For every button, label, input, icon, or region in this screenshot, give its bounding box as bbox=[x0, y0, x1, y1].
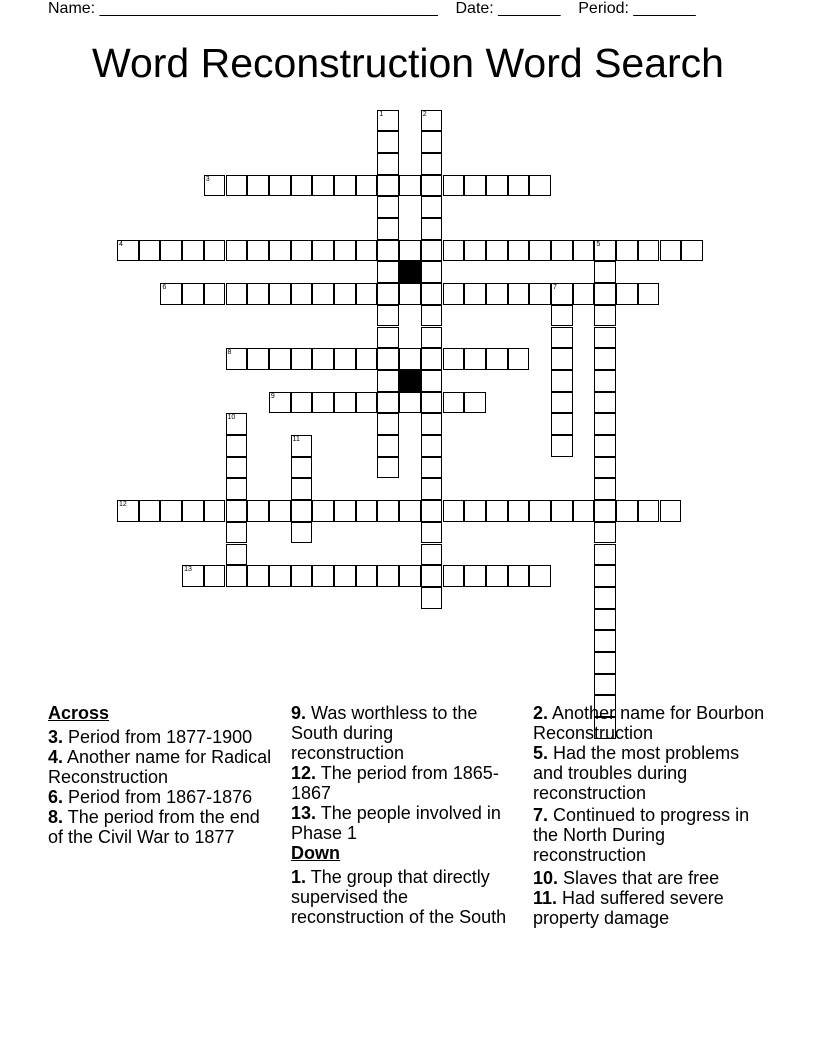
grid-cell[interactable] bbox=[356, 175, 378, 197]
grid-cell[interactable] bbox=[508, 240, 530, 262]
grid-cell[interactable] bbox=[377, 348, 399, 370]
grid-cell[interactable] bbox=[377, 413, 399, 435]
grid-cell[interactable] bbox=[291, 457, 313, 479]
grid-cell[interactable] bbox=[486, 283, 508, 305]
grid-cell[interactable] bbox=[247, 348, 269, 370]
grid-cell[interactable] bbox=[638, 283, 660, 305]
grid-cell[interactable] bbox=[312, 240, 334, 262]
grid-cell[interactable] bbox=[269, 500, 291, 522]
clue-number: 10 bbox=[227, 414, 236, 422]
grid-cell[interactable] bbox=[421, 392, 443, 414]
grid-cell[interactable] bbox=[616, 500, 638, 522]
grid-cell[interactable] bbox=[334, 500, 356, 522]
grid-cell[interactable] bbox=[594, 630, 616, 652]
grid-cell[interactable] bbox=[204, 240, 226, 262]
clue-across-9: 9. Was worthless to the South during reconstruction bbox=[291, 703, 478, 763]
grid-cell[interactable] bbox=[356, 283, 378, 305]
down-heading: Down bbox=[291, 843, 340, 863]
grid-cell[interactable] bbox=[594, 392, 616, 414]
grid-cell[interactable] bbox=[594, 674, 616, 696]
grid-cell[interactable] bbox=[291, 522, 313, 544]
page-title: Word Reconstruction Word Search bbox=[92, 40, 724, 86]
grid-cell[interactable] bbox=[594, 609, 616, 631]
grid-cell[interactable] bbox=[594, 457, 616, 479]
clue-number: 11 bbox=[292, 436, 300, 443]
grid-cell[interactable] bbox=[529, 240, 551, 262]
clue-down-2: 2. Another name for Bourbon Reconstruction bbox=[533, 703, 765, 743]
grid-cell[interactable] bbox=[291, 348, 313, 370]
grid-cell[interactable] bbox=[399, 240, 421, 262]
grid-cell[interactable] bbox=[226, 435, 248, 457]
grid-cell[interactable] bbox=[551, 327, 573, 349]
grid-cell[interactable] bbox=[399, 392, 421, 414]
clue-number: 1 bbox=[379, 110, 384, 118]
grid-cell[interactable] bbox=[312, 500, 334, 522]
grid-cell[interactable] bbox=[594, 261, 616, 283]
grid-cell[interactable] bbox=[334, 348, 356, 370]
grid-cell[interactable] bbox=[182, 500, 204, 522]
grid-cell[interactable] bbox=[508, 175, 530, 197]
clue-down-7: 7. Continued to progress in the North During reconstruction bbox=[533, 805, 750, 865]
grid-cell[interactable] bbox=[443, 175, 465, 197]
grid-cell[interactable] bbox=[529, 175, 551, 197]
grid-cell[interactable] bbox=[594, 500, 616, 522]
clue-down-11: 11. Had suffered severe property damage bbox=[533, 888, 724, 928]
grid-cell[interactable] bbox=[312, 283, 334, 305]
grid-cell[interactable] bbox=[356, 565, 378, 587]
across-heading: Across bbox=[48, 703, 110, 723]
grid-cell[interactable] bbox=[377, 565, 399, 587]
grid-cell[interactable] bbox=[421, 305, 443, 327]
grid-cell[interactable] bbox=[247, 283, 269, 305]
grid-cell[interactable] bbox=[269, 565, 291, 587]
grid-cell[interactable] bbox=[291, 500, 313, 522]
grid-cell[interactable] bbox=[377, 153, 399, 175]
grid-cell[interactable] bbox=[421, 240, 443, 262]
grid-cell[interactable] bbox=[421, 196, 443, 218]
grid-cell[interactable] bbox=[594, 565, 616, 587]
grid-cell[interactable] bbox=[399, 565, 421, 587]
grid-cell[interactable] bbox=[356, 240, 378, 262]
grid-cell[interactable] bbox=[421, 218, 443, 240]
grid-cell[interactable] bbox=[377, 435, 399, 457]
grid-cell[interactable] bbox=[443, 392, 465, 414]
grid-cell[interactable] bbox=[486, 240, 508, 262]
grid-cell[interactable] bbox=[377, 175, 399, 197]
grid-cell[interactable] bbox=[508, 283, 530, 305]
grid-cell[interactable] bbox=[660, 500, 682, 522]
grid-cell[interactable] bbox=[377, 283, 399, 305]
grid-cell[interactable] bbox=[226, 544, 248, 566]
grid-cell[interactable] bbox=[551, 240, 573, 262]
grid-cell[interactable] bbox=[377, 392, 399, 414]
clue-across-6: 6. Period from 1867-1876 bbox=[48, 787, 253, 807]
clue-number: 2 bbox=[422, 110, 427, 118]
grid-cell[interactable] bbox=[226, 283, 248, 305]
grid-cell[interactable] bbox=[160, 240, 182, 262]
grid-cell[interactable] bbox=[573, 500, 595, 522]
grid-cell[interactable] bbox=[421, 348, 443, 370]
grid-cell[interactable] bbox=[573, 283, 595, 305]
grid-cell[interactable] bbox=[594, 522, 616, 544]
grid-cell[interactable] bbox=[377, 500, 399, 522]
grid-cell[interactable] bbox=[421, 544, 443, 566]
grid-cell[interactable] bbox=[443, 240, 465, 262]
grid-cell[interactable] bbox=[291, 283, 313, 305]
grid-cell[interactable] bbox=[443, 565, 465, 587]
grid-cell[interactable] bbox=[377, 327, 399, 349]
clue-number: 5 bbox=[596, 240, 601, 248]
grid-cell[interactable] bbox=[226, 500, 248, 522]
clue-down-1: 1. The group that directly supervised the reconstruction of the South bbox=[291, 867, 507, 927]
grid-cell[interactable] bbox=[529, 283, 551, 305]
grid-cell[interactable] bbox=[226, 478, 248, 500]
clue-down-10: 10. Slaves that are free bbox=[533, 868, 720, 888]
grid-cell[interactable] bbox=[464, 175, 486, 197]
grid-cell[interactable] bbox=[594, 413, 616, 435]
grid-cell[interactable] bbox=[139, 240, 161, 262]
grid-cell[interactable] bbox=[247, 240, 269, 262]
grid-cell[interactable] bbox=[443, 348, 465, 370]
clue-down-5: 5. Had the most problems and troubles during reconstruction bbox=[533, 743, 740, 803]
grid-cell[interactable] bbox=[443, 500, 465, 522]
clue-column-2 bbox=[291, 703, 511, 927]
clue-across-8: 8. The period from the end of the Civil War to 1877 bbox=[48, 807, 260, 847]
grid-cell[interactable] bbox=[594, 283, 616, 305]
grid-cell[interactable] bbox=[204, 283, 226, 305]
grid-cell[interactable] bbox=[594, 652, 616, 674]
grid-cell[interactable] bbox=[139, 500, 161, 522]
grid-cell[interactable] bbox=[312, 175, 334, 197]
grid-cell[interactable] bbox=[377, 370, 399, 392]
grid-cell[interactable] bbox=[421, 327, 443, 349]
clue-number: 3 bbox=[205, 175, 210, 183]
grid-cell[interactable] bbox=[312, 565, 334, 587]
clue-column-1 bbox=[48, 703, 273, 847]
grid-cell[interactable] bbox=[377, 218, 399, 240]
clue-number: 6 bbox=[162, 284, 167, 292]
grid-cell[interactable] bbox=[529, 565, 551, 587]
grid-cell[interactable] bbox=[508, 565, 530, 587]
clue-number: 9 bbox=[270, 392, 275, 400]
grid-cell[interactable] bbox=[464, 392, 486, 414]
grid-cell[interactable] bbox=[399, 283, 421, 305]
clue-number: 13 bbox=[184, 566, 192, 574]
grid-cell[interactable] bbox=[334, 175, 356, 197]
grid-cell[interactable] bbox=[334, 240, 356, 262]
grid-cell[interactable] bbox=[226, 522, 248, 544]
grid-cell[interactable] bbox=[377, 457, 399, 479]
grid-cell[interactable] bbox=[377, 261, 399, 283]
grid-cell[interactable] bbox=[421, 457, 443, 479]
black-cell bbox=[399, 261, 421, 283]
grid-cell[interactable] bbox=[443, 283, 465, 305]
grid-cell[interactable] bbox=[226, 457, 248, 479]
grid-cell[interactable] bbox=[291, 240, 313, 262]
grid-cell[interactable] bbox=[508, 348, 530, 370]
grid-cell[interactable] bbox=[182, 240, 204, 262]
grid-cell[interactable] bbox=[399, 175, 421, 197]
grid-cell[interactable] bbox=[269, 283, 291, 305]
grid-cell[interactable] bbox=[421, 175, 443, 197]
grid-cell[interactable] bbox=[638, 500, 660, 522]
grid-cell[interactable] bbox=[291, 478, 313, 500]
grid-cell[interactable] bbox=[269, 348, 291, 370]
grid-cell[interactable] bbox=[421, 283, 443, 305]
grid-cell[interactable] bbox=[291, 565, 313, 587]
clue-number: 12 bbox=[119, 501, 127, 509]
grid-cell[interactable] bbox=[421, 500, 443, 522]
grid-cell[interactable] bbox=[508, 500, 530, 522]
grid-cell[interactable] bbox=[247, 500, 269, 522]
grid-cell[interactable] bbox=[486, 565, 508, 587]
grid-cell[interactable] bbox=[377, 240, 399, 262]
grid-cell[interactable] bbox=[464, 500, 486, 522]
grid-cell[interactable] bbox=[377, 196, 399, 218]
grid-cell[interactable] bbox=[551, 413, 573, 435]
grid-cell[interactable] bbox=[356, 348, 378, 370]
grid-cell[interactable] bbox=[421, 587, 443, 609]
grid-cell[interactable] bbox=[421, 153, 443, 175]
grid-cell[interactable] bbox=[334, 283, 356, 305]
grid-cell[interactable] bbox=[594, 327, 616, 349]
grid-cell[interactable] bbox=[334, 392, 356, 414]
grid-cell[interactable] bbox=[594, 587, 616, 609]
grid-cell[interactable] bbox=[660, 240, 682, 262]
grid-cell[interactable] bbox=[421, 261, 443, 283]
clue-number: 4 bbox=[119, 240, 123, 248]
grid-cell[interactable] bbox=[464, 283, 486, 305]
grid-cell[interactable] bbox=[464, 240, 486, 262]
grid-cell[interactable] bbox=[421, 370, 443, 392]
grid-cell[interactable] bbox=[616, 240, 638, 262]
grid-cell[interactable] bbox=[247, 565, 269, 587]
grid-cell[interactable] bbox=[291, 392, 313, 414]
grid-cell[interactable] bbox=[312, 348, 334, 370]
grid-cell[interactable] bbox=[464, 348, 486, 370]
grid-cell[interactable] bbox=[464, 565, 486, 587]
grid-cell[interactable] bbox=[269, 175, 291, 197]
grid-cell[interactable] bbox=[226, 565, 248, 587]
grid-cell[interactable] bbox=[204, 500, 226, 522]
grid-cell[interactable] bbox=[486, 500, 508, 522]
grid-cell[interactable] bbox=[551, 500, 573, 522]
grid-cell[interactable] bbox=[226, 240, 248, 262]
grid-cell[interactable] bbox=[486, 175, 508, 197]
grid-cell[interactable] bbox=[421, 435, 443, 457]
grid-cell[interactable] bbox=[377, 305, 399, 327]
grid-cell[interactable] bbox=[529, 500, 551, 522]
grid-cell[interactable] bbox=[421, 522, 443, 544]
grid-cell[interactable] bbox=[269, 240, 291, 262]
clue-across-4: 4. Another name for Radical Reconstruction bbox=[48, 747, 272, 787]
clue-column-3 bbox=[533, 703, 773, 928]
clue-across-12: 12. The period from 1865-1867 bbox=[291, 763, 499, 803]
grid-cell[interactable] bbox=[160, 500, 182, 522]
grid-cell[interactable] bbox=[594, 544, 616, 566]
grid-cell[interactable] bbox=[312, 392, 334, 414]
grid-cell[interactable] bbox=[291, 175, 313, 197]
grid-cell[interactable] bbox=[226, 175, 248, 197]
grid-cell[interactable] bbox=[421, 565, 443, 587]
grid-cell[interactable] bbox=[638, 240, 660, 262]
grid-cell[interactable] bbox=[356, 500, 378, 522]
grid-cell[interactable] bbox=[421, 478, 443, 500]
grid-cell[interactable] bbox=[551, 392, 573, 414]
grid-cell[interactable] bbox=[204, 565, 226, 587]
grid-cell[interactable] bbox=[616, 283, 638, 305]
clue-across-13: 13. The people involved in Phase 1 bbox=[291, 803, 501, 843]
grid-cell[interactable] bbox=[421, 413, 443, 435]
grid-cell[interactable] bbox=[594, 348, 616, 370]
grid-cell[interactable] bbox=[594, 305, 616, 327]
grid-cell[interactable] bbox=[594, 435, 616, 457]
grid-cell[interactable] bbox=[681, 240, 703, 262]
grid-cell[interactable] bbox=[399, 500, 421, 522]
clue-number: 8 bbox=[227, 349, 232, 357]
grid-cell[interactable] bbox=[399, 348, 421, 370]
grid-cell[interactable] bbox=[551, 370, 573, 392]
grid-cell[interactable] bbox=[551, 305, 573, 327]
grid-cell[interactable] bbox=[594, 478, 616, 500]
grid-cell[interactable] bbox=[486, 348, 508, 370]
clue-across-3: 3. Period from 1877-1900 bbox=[48, 727, 253, 747]
grid-cell[interactable] bbox=[182, 283, 204, 305]
black-cell bbox=[399, 370, 421, 392]
grid-cell[interactable] bbox=[573, 240, 595, 262]
grid-cell[interactable] bbox=[377, 131, 399, 153]
grid-cell[interactable] bbox=[594, 370, 616, 392]
grid-cell[interactable] bbox=[334, 565, 356, 587]
clue-number: 7 bbox=[553, 284, 557, 292]
header-line: Name: ______________________________________ Date: _______ Period: _______ bbox=[48, 0, 696, 17]
grid-cell[interactable] bbox=[551, 435, 573, 457]
grid-cell[interactable] bbox=[247, 175, 269, 197]
grid-cell[interactable] bbox=[551, 348, 573, 370]
grid-cell[interactable] bbox=[356, 392, 378, 414]
grid-cell[interactable] bbox=[421, 131, 443, 153]
